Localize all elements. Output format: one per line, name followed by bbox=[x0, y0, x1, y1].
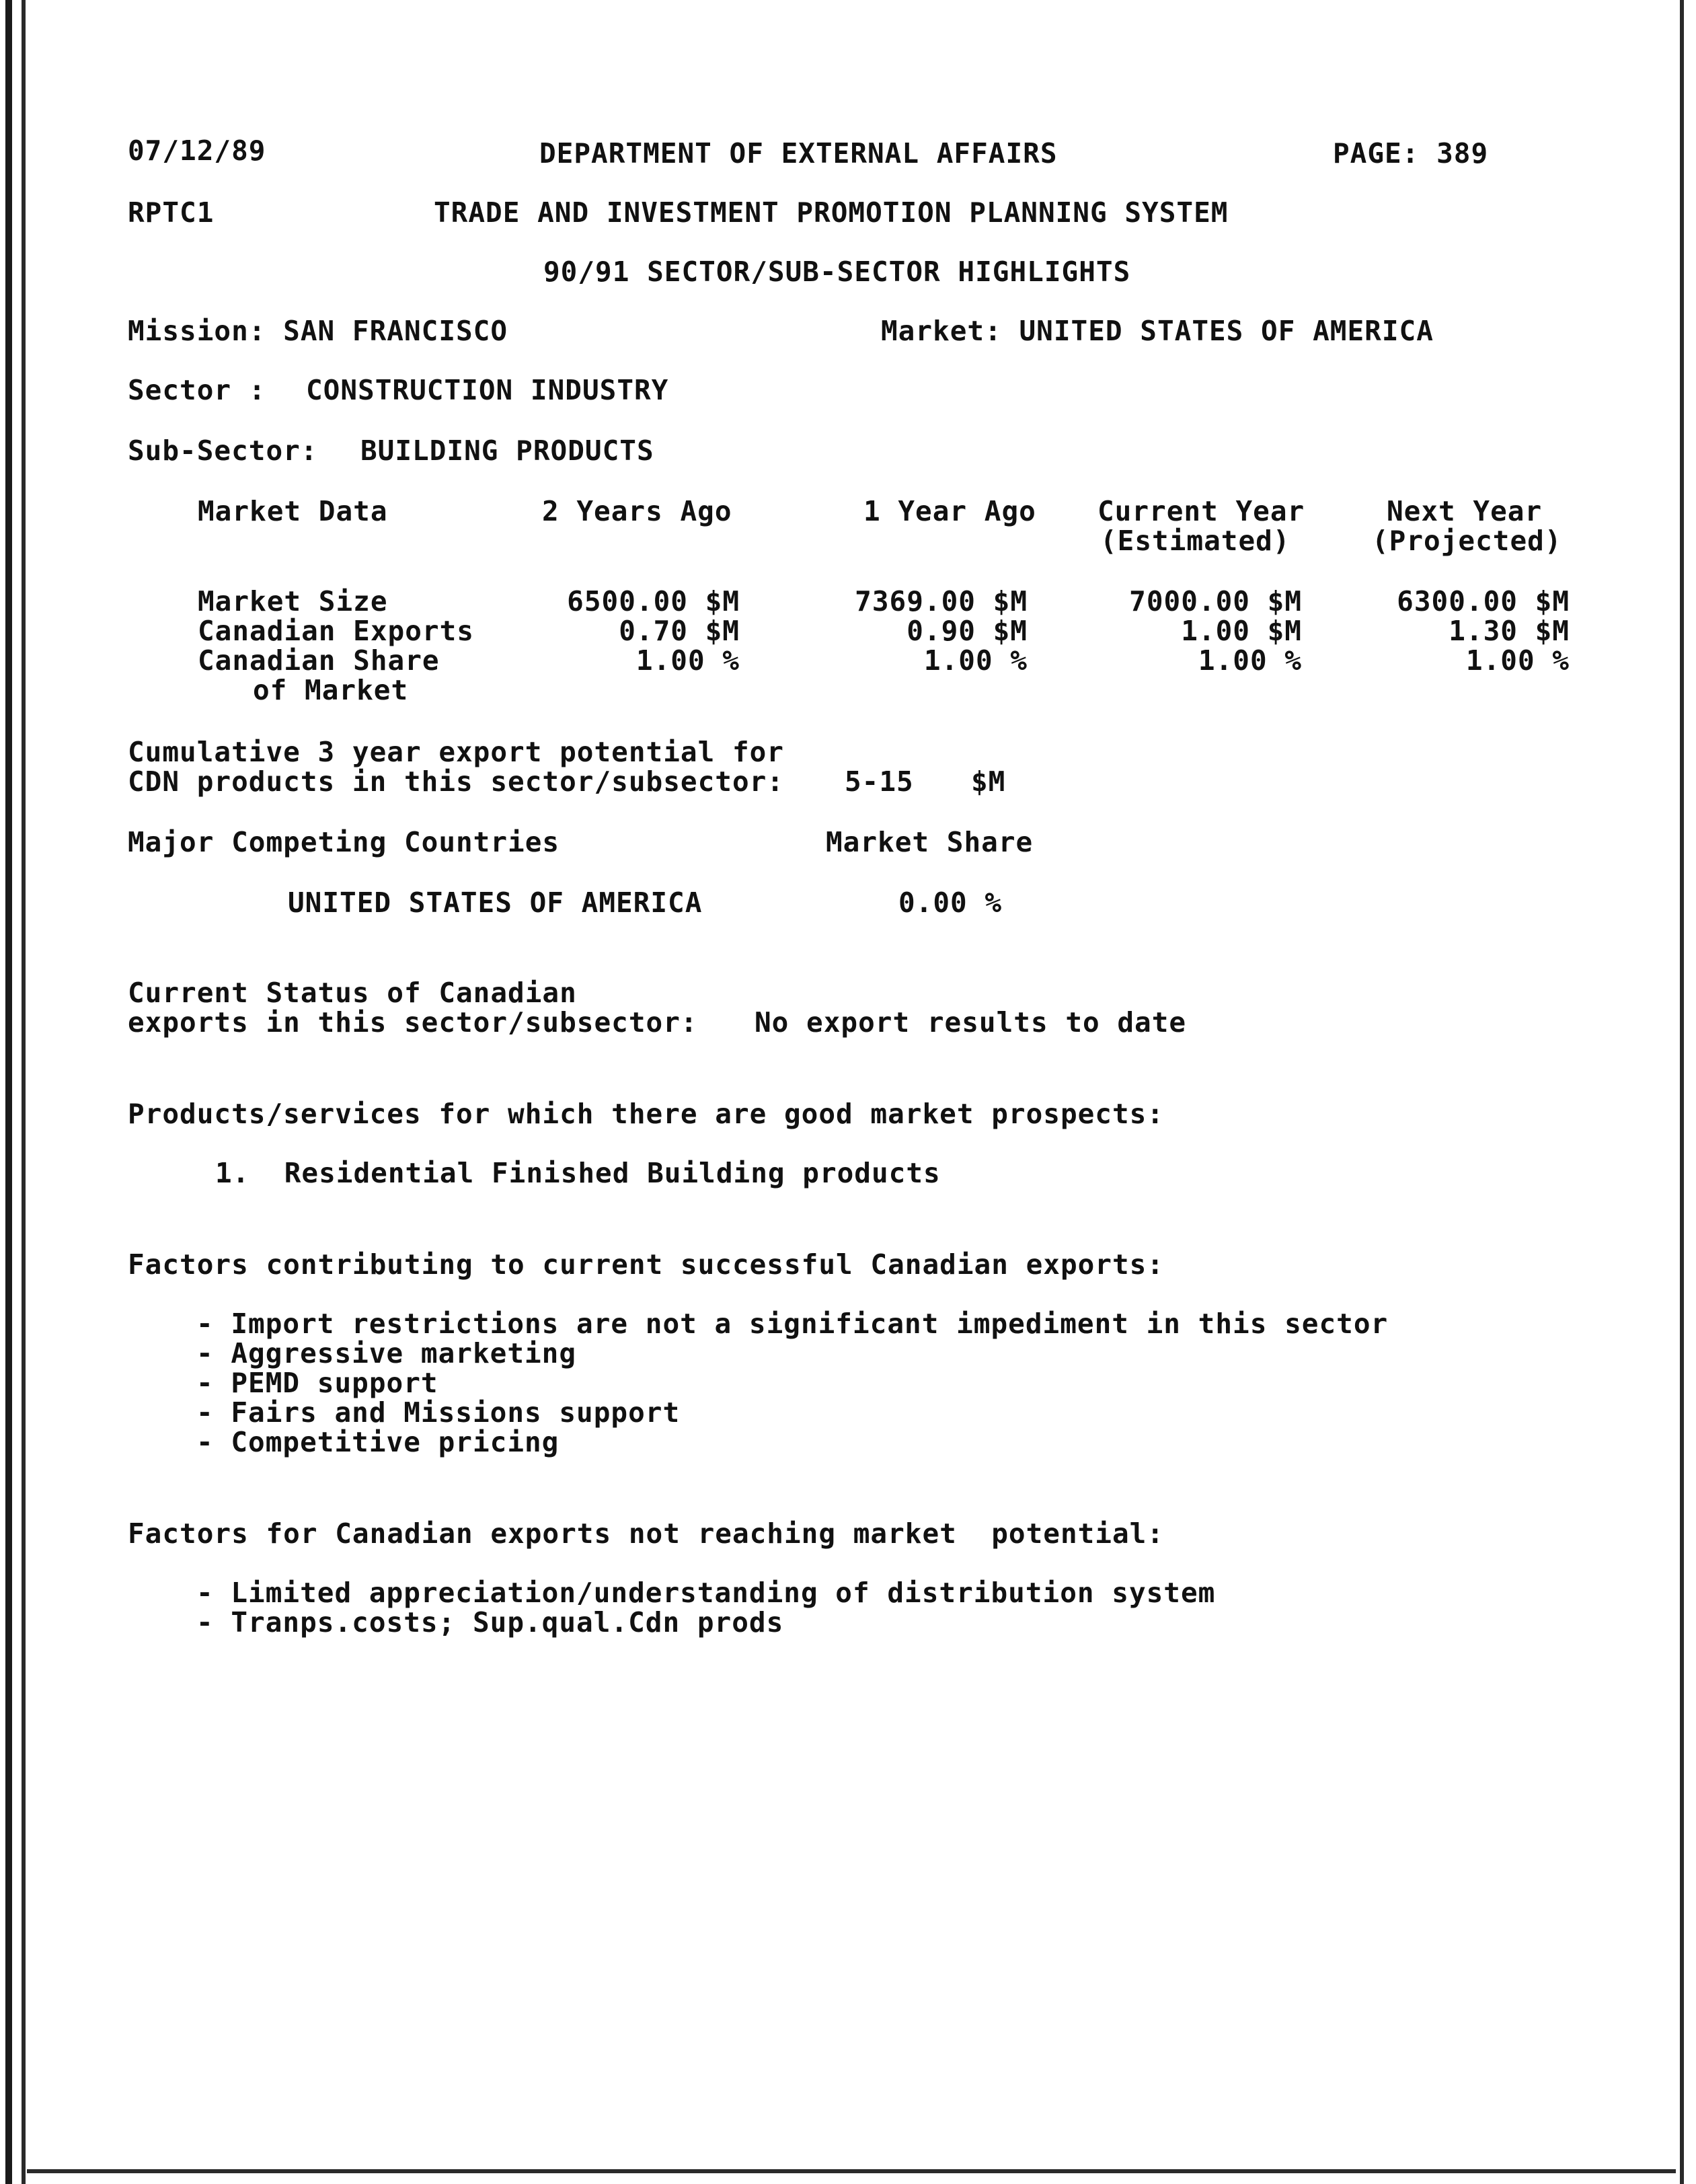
cumulative-line-2: CDN products in this sector/subsector: bbox=[128, 765, 784, 798]
sector-value: CONSTRUCTION INDUSTRY bbox=[306, 374, 669, 406]
cell-market-size-1-year-ago: 7369.00 $M bbox=[855, 585, 1028, 617]
market-line: Market: UNITED STATES OF AMERICA bbox=[881, 315, 1434, 347]
scan-edge-left-inner bbox=[22, 0, 26, 2184]
prospects-item-1: 1. Residential Finished Building products bbox=[215, 1157, 941, 1189]
status-line-1: Current Status of Canadian bbox=[128, 977, 577, 1009]
cell-exports-next-year: 1.30 $M bbox=[1449, 615, 1570, 647]
row-label-market-size: Market Size bbox=[198, 585, 388, 617]
competitor-share: 0.00 % bbox=[898, 887, 1003, 919]
success-factor-item: - Import restrictions are not a significant impediment in this sector bbox=[196, 1308, 1389, 1340]
table-header-2-years-ago: 2 Years Ago bbox=[542, 495, 732, 527]
cumulative-unit: $M bbox=[971, 765, 1006, 798]
cell-share-next-year: 1.00 % bbox=[1465, 644, 1570, 677]
scan-edge-right bbox=[1680, 0, 1684, 2184]
table-header-projected: (Projected) bbox=[1372, 525, 1562, 557]
report-date: 07/12/89 bbox=[128, 135, 266, 167]
cell-exports-1-year-ago: 0.90 $M bbox=[907, 615, 1028, 647]
row-label-canadian-share: Canadian Share bbox=[198, 644, 440, 677]
success-factor-item: - Aggressive marketing bbox=[196, 1337, 577, 1369]
row-label-of-market: of Market bbox=[253, 674, 409, 706]
success-factor-item: - PEMD support bbox=[196, 1367, 438, 1399]
cell-exports-2-years-ago: 0.70 $M bbox=[619, 615, 740, 647]
cell-market-size-current-year: 7000.00 $M bbox=[1129, 585, 1302, 617]
row-label-canadian-exports: Canadian Exports bbox=[198, 615, 474, 647]
page-number: PAGE: 389 bbox=[1333, 137, 1489, 170]
cell-share-current-year: 1.00 % bbox=[1198, 644, 1302, 677]
table-header-label: Market Data bbox=[198, 495, 388, 527]
table-header-current-year: Current Year bbox=[1097, 495, 1305, 527]
table-header-estimated: (Estimated) bbox=[1100, 525, 1290, 557]
competitors-header-share: Market Share bbox=[826, 826, 1034, 858]
cell-market-size-next-year: 6300.00 $M bbox=[1397, 585, 1570, 617]
limiting-factor-item: - Limited appreciation/understanding of distribution system bbox=[196, 1577, 1216, 1609]
cumulative-value: 5-15 bbox=[845, 765, 914, 798]
sector-label: Sector : bbox=[128, 374, 266, 406]
report-subtitle: 90/91 SECTOR/SUB-SECTOR HIGHLIGHTS bbox=[543, 256, 1131, 288]
scan-edge-bottom bbox=[27, 2169, 1676, 2173]
cell-market-size-2-years-ago: 6500.00 $M bbox=[567, 585, 740, 617]
subsector-value: BUILDING PRODUCTS bbox=[360, 435, 654, 467]
competitor-country: UNITED STATES OF AMERICA bbox=[288, 887, 703, 919]
cell-share-2-years-ago: 1.00 % bbox=[635, 644, 740, 677]
cell-share-1-year-ago: 1.00 % bbox=[923, 644, 1028, 677]
competitors-header-country: Major Competing Countries bbox=[128, 826, 560, 858]
system-title: TRADE AND INVESTMENT PROMOTION PLANNING SYSTEM bbox=[434, 196, 1229, 229]
limiting-factors-heading: Factors for Canadian exports not reaching market potential: bbox=[128, 1517, 1165, 1550]
success-factor-item: - Fairs and Missions support bbox=[196, 1396, 681, 1429]
report-code: RPTC1 bbox=[128, 196, 215, 229]
cumulative-line-1: Cumulative 3 year export potential for bbox=[128, 736, 784, 768]
table-header-1-year-ago: 1 Year Ago bbox=[863, 495, 1036, 527]
table-header-next-year: Next Year bbox=[1387, 495, 1543, 527]
success-factors-heading: Factors contributing to current successful Canadian exports: bbox=[128, 1248, 1165, 1281]
limiting-factor-item: - Tranps.costs; Sup.qual.Cdn prods bbox=[196, 1606, 784, 1639]
mission-line: Mission: SAN FRANCISCO bbox=[128, 315, 508, 347]
scan-edge-left-outer bbox=[5, 0, 12, 2184]
department-title: DEPARTMENT OF EXTERNAL AFFAIRS bbox=[539, 137, 1058, 170]
subsector-label: Sub-Sector: bbox=[128, 435, 318, 467]
status-value: No export results to date bbox=[755, 1006, 1187, 1039]
success-factor-item: - Competitive pricing bbox=[196, 1426, 560, 1458]
prospects-heading: Products/services for which there are good market prospects: bbox=[128, 1098, 1165, 1130]
status-line-2: exports in this sector/subsector: bbox=[128, 1006, 698, 1039]
cell-exports-current-year: 1.00 $M bbox=[1181, 615, 1302, 647]
